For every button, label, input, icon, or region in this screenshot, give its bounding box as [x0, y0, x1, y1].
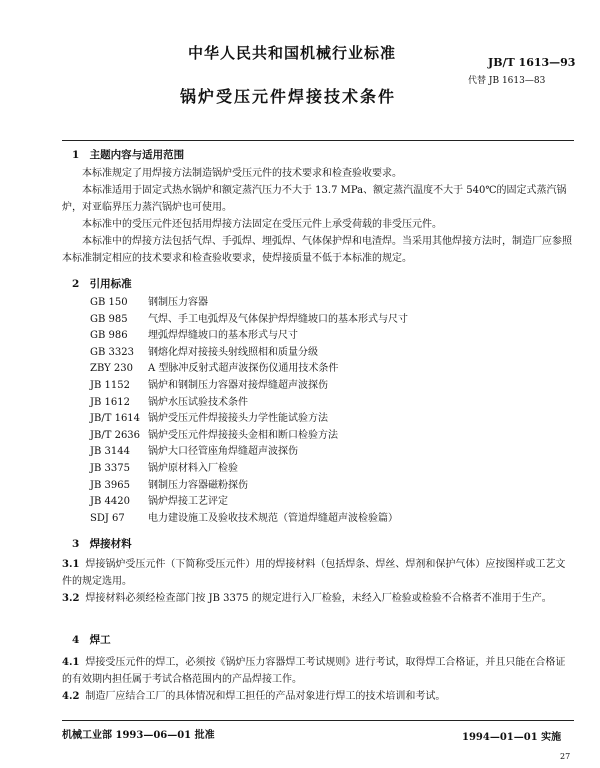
clause-number: 4.2 — [62, 691, 80, 702]
header-divider — [62, 140, 574, 141]
section-heading-2 — [72, 276, 132, 291]
reference-title: 钢制压力容器磁粉探伤 — [148, 479, 248, 491]
reference-code: JB 3144 — [90, 446, 130, 458]
section-1-paragraph: 本标准适用于固定式热水锅炉和额定蒸汽压力不大于 13.7 MPa、额定蒸汽温度不大于 540℃的固定式蒸汽锅炉，对亚临界压力蒸汽锅炉也可使用。 — [62, 185, 567, 213]
clause-number: 3.2 — [62, 593, 80, 604]
reference-title: 锅炉焊接工艺评定 — [148, 496, 228, 508]
section-number: 2 — [72, 278, 80, 290]
reference-code: JB 1152 — [90, 379, 130, 391]
reference-row — [90, 461, 408, 478]
reference-title: 锅炉水压试验技术条件 — [148, 396, 248, 408]
clause-text: 焊接锅炉受压元件（下简称受压元件）用的焊接材料（包括焊条、焊丝、焊剂和保护气体）应按图样或工艺文件的规定选用。 — [62, 559, 566, 587]
reference-title: 钢制压力容器 — [148, 297, 208, 308]
section-title: 焊接材料 — [89, 538, 132, 550]
reference-title: 锅炉受压元件焊接接头力学性能试验方法 — [148, 413, 328, 425]
section-heading-3 — [72, 536, 132, 551]
reference-row — [90, 428, 408, 445]
reference-title: 锅炉原材料入厂检验 — [148, 462, 238, 474]
reference-code: GB 985 — [90, 313, 128, 325]
replaces-standard: 代替 JB 1613—83 — [468, 76, 546, 86]
reference-code: GB 150 — [90, 297, 128, 308]
reference-code: GB 986 — [90, 330, 128, 342]
reference-title: 锅炉大口径管座角焊缝超声波探伤 — [148, 446, 298, 458]
reference-code: GB 3323 — [90, 346, 134, 358]
clause-number: 3.1 — [62, 559, 80, 570]
reference-title: 钢熔化焊对接接头射线照相和质量分级 — [148, 346, 318, 358]
standard-number: JB/T 1613—93 — [488, 56, 576, 69]
document-title: 锅炉受压元件焊接技术条件 — [180, 87, 397, 106]
reference-row — [90, 411, 408, 428]
reference-code: JB 4420 — [90, 496, 130, 508]
reference-code: JB 1612 — [90, 396, 130, 408]
reference-code: JB/T 1614 — [90, 413, 141, 425]
clause-3-2 — [62, 590, 572, 607]
reference-row — [90, 395, 408, 412]
section-number: 4 — [72, 634, 80, 646]
reference-code: SDJ 67 — [90, 512, 125, 524]
footer-divider — [62, 720, 574, 721]
clause-number: 4.1 — [62, 657, 80, 668]
section-title: 焊工 — [89, 634, 111, 646]
reference-row — [90, 345, 408, 362]
referenced-standards-list — [90, 295, 408, 527]
implementation-date: 1994—01—01 实施 — [462, 732, 562, 743]
reference-title: 气焊、手工电弧焊及气体保护焊焊缝坡口的基本形式与尺寸 — [148, 313, 408, 325]
section-1-paragraph: 本标准中的焊接方法包括气焊、手弧焊、埋弧焊、气体保护焊和电渣焊。当采用其他焊接方法时，制造厂应参照本标准制定相应的技术要求和检查验收要求，使焊接质量不低于本标准的规定。 — [62, 236, 572, 264]
reference-row — [90, 494, 408, 511]
clause-4-1 — [62, 654, 572, 688]
reference-code: JB 3375 — [90, 462, 130, 474]
section-heading-1 — [72, 147, 184, 162]
reference-row — [90, 378, 408, 395]
reference-row — [90, 312, 408, 329]
section-number: 3 — [72, 538, 80, 550]
reference-row — [90, 478, 408, 495]
approval-date: 机械工业部 1993—06—01 批准 — [62, 730, 215, 741]
reference-title: 锅炉和钢制压力容器对接焊缝超声波探伤 — [148, 379, 328, 391]
section-heading-4 — [72, 632, 111, 647]
standard-category: 中华人民共和国机械行业标准 — [188, 44, 397, 62]
reference-row — [90, 511, 408, 528]
reference-code: JB/T 2636 — [90, 429, 141, 441]
reference-row — [90, 444, 408, 461]
clause-4-2 — [62, 688, 572, 705]
reference-title: 锅炉受压元件焊接接头金相和断口检验方法 — [148, 429, 338, 441]
reference-title: 埋弧焊焊缝坡口的基本形式与尺寸 — [148, 330, 298, 342]
reference-row — [90, 295, 408, 312]
section-title: 引用标准 — [89, 278, 132, 290]
page-number: 27 — [560, 752, 571, 761]
clause-text: 焊接材料必须经检查部门按 JB 3375 的规定进行入厂检验，未经入厂检验或检验不合格者不准用于生产。 — [85, 593, 552, 604]
reference-code: ZBY 230 — [90, 363, 133, 375]
section-number: 1 — [72, 149, 80, 161]
clause-3-1 — [62, 556, 572, 590]
clause-text: 制造厂应结合工厂的具体情况和焊工担任的产品对象进行焊工的技术培训和考试。 — [85, 691, 446, 702]
reference-row — [90, 361, 408, 378]
reference-code: JB 3965 — [90, 479, 130, 491]
clause-text: 焊接受压元件的焊工，必须按《锅炉压力容器焊工考试规则》进行考试，取得焊工合格证，并且只能在合格证的有效期内担任属于考试合格范围内的产品焊接工作。 — [62, 657, 566, 685]
section-1-paragraph: 本标准规定了用焊接方法制造锅炉受压元件的技术要求和检查验收要求。 — [82, 168, 402, 179]
reference-row — [90, 328, 408, 345]
section-title: 主题内容与适用范围 — [89, 149, 185, 161]
section-1-paragraph: 本标准中的受压元件还包括用焊接方法固定在受压元件上承受荷载的非受压元件。 — [82, 219, 442, 230]
reference-title: A 型脉冲反射式超声波探伤仪通用技术条件 — [148, 363, 339, 375]
reference-title: 电力建设施工及验收技术规范（管道焊缝超声波检验篇） — [148, 512, 398, 524]
